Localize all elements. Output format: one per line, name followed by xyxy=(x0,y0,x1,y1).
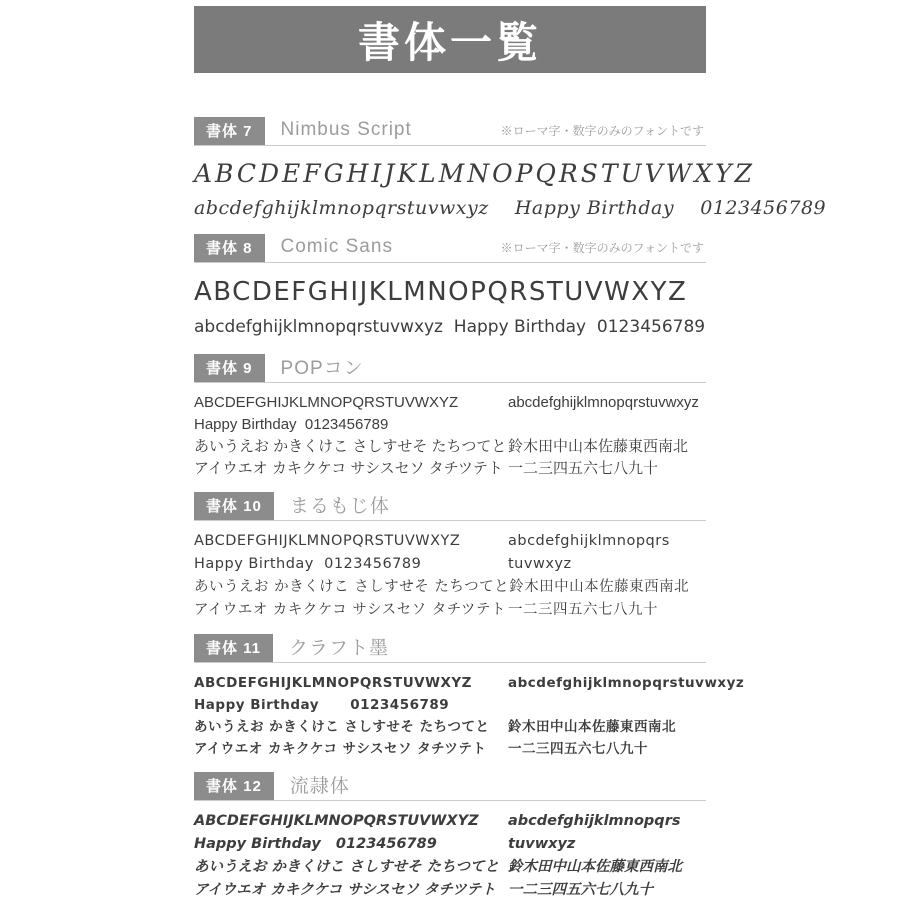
sample-text-left: Happy Birthday 0123456789 xyxy=(194,697,450,713)
sample-text-left: あいうえお かきくけこ さしすせそ たちつてと xyxy=(194,859,499,875)
sample-text-left: Happy Birthday 0123456789 xyxy=(194,416,389,433)
font-number-badge: 書体 11 xyxy=(194,634,273,662)
page-title-banner xyxy=(194,6,706,73)
sample-text-left: あいうえお かきくけこ さしすせそ たちつてと xyxy=(194,719,490,735)
font-section-header xyxy=(194,633,706,663)
font-number-badge: 書体 7 xyxy=(194,117,265,145)
font-section xyxy=(194,771,706,900)
font-section-header xyxy=(194,491,706,521)
sample-text-right: abcdefghijklmnopqrstuvwxyz xyxy=(508,394,699,411)
font-number-badge: 書体 10 xyxy=(194,492,274,520)
sample-text-right: abcdefghijklmnopqrs xyxy=(508,533,670,549)
font-sample xyxy=(194,810,706,900)
sample-text-left: ABCDEFGHIJKLMNOPQRSTUVWXYZ xyxy=(194,675,472,691)
sample-line xyxy=(194,810,706,833)
sample-text-left: ABCDEFGHIJKLMNOPQRSTUVWXYZ xyxy=(194,394,459,411)
font-section-header xyxy=(194,353,706,383)
sample-text-left: ABCDEFGHIJKLMNOPQRSTUVWXYZ xyxy=(194,813,479,829)
sample-text-left: ABCDEFGHIJKLMNOPQRSTUVWXYZ xyxy=(194,277,688,307)
font-section xyxy=(194,491,706,622)
sample-text-right: 一二三四五六七八九十 xyxy=(508,602,658,618)
sample-text-right: abcdefghijklmnopqrstuvwxyz xyxy=(508,675,745,691)
sample-text-right: tuvwxyz xyxy=(508,836,576,852)
sample-line xyxy=(194,833,706,856)
font-name: POPコン xyxy=(280,358,364,379)
font-section xyxy=(194,633,745,760)
sample-text-left: abcdefghijklmnopqrstuvwxyz Happy Birthday 0123456789 xyxy=(194,197,827,219)
sample-line xyxy=(194,576,706,599)
sample-line xyxy=(194,553,706,576)
sample-line xyxy=(194,193,827,223)
sample-text-left: ABCDEFGHIJKLMNOPQRSTUVWXYZ xyxy=(194,159,756,188)
sample-line xyxy=(194,738,706,760)
sample-text-left: abcdefghijklmnopqrstuvwxyz Happy Birthday 0123456789 xyxy=(194,317,706,337)
font-section-header xyxy=(194,117,706,146)
sample-line xyxy=(194,530,706,553)
font-sample xyxy=(194,672,745,760)
sample-text-left: アイウエオ カキクケコ サシスセソ タチツテト xyxy=(194,602,506,618)
sample-text-left: アイウエオ カキクケコ サシスセソ タチツテト xyxy=(194,741,487,757)
font-name: 流隷体 xyxy=(289,776,350,797)
font-sample xyxy=(194,530,706,622)
sample-text-left: Happy Birthday 0123456789 xyxy=(194,556,422,572)
font-section xyxy=(194,234,706,342)
font-number-badge: 書体 9 xyxy=(194,354,265,382)
sample-line xyxy=(194,414,706,436)
sample-text-right: 一二三四五六七八九十 xyxy=(508,741,648,757)
font-sample xyxy=(194,272,706,342)
sample-text-left: Happy Birthday 0123456789 xyxy=(194,836,437,852)
roman-only-note: ※ローマ字・数字のみのフォントです xyxy=(500,123,704,138)
font-list-page xyxy=(194,0,827,900)
sample-line xyxy=(194,312,706,342)
sample-line xyxy=(194,458,706,480)
font-sample xyxy=(194,392,706,480)
sample-line xyxy=(194,856,706,879)
font-name: クラフト墨 xyxy=(289,638,390,659)
sample-line xyxy=(194,436,706,458)
sample-text-left: アイウエオ カキクケコ サシスセソ タチツテト xyxy=(194,882,496,898)
sample-line xyxy=(194,879,706,900)
font-number-badge: 書体 12 xyxy=(194,772,274,800)
sample-line xyxy=(194,716,706,738)
sample-text-left: ABCDEFGHIJKLMNOPQRSTUVWXYZ xyxy=(194,533,461,549)
font-section xyxy=(194,353,706,480)
sample-line xyxy=(194,672,745,694)
font-section-header xyxy=(194,771,706,801)
sample-text-right: 鈴木田中山本佐藤東西南北 xyxy=(508,438,689,455)
sample-text-left: アイウエオ カキクケコ サシスセソ タチツテト xyxy=(194,460,503,477)
sample-text-right: 鈴木田中山本佐藤東西南北 xyxy=(508,719,676,735)
page-title: 書体一覧 xyxy=(357,18,542,66)
font-section-header xyxy=(194,234,706,263)
font-sample xyxy=(194,155,827,223)
sample-text-right: 一二三四五六七八九十 xyxy=(508,882,653,898)
sample-line xyxy=(194,392,706,414)
roman-only-note: ※ローマ字・数字のみのフォントです xyxy=(500,240,704,255)
sample-text-right: 一二三四五六七八九十 xyxy=(508,460,659,477)
sample-line xyxy=(194,155,756,193)
sample-text-right: 鈴木田中山本佐藤東西南北 xyxy=(509,579,690,595)
font-number-badge: 書体 8 xyxy=(194,234,265,262)
sample-line xyxy=(194,272,706,312)
font-name: Nimbus Script xyxy=(280,119,412,140)
sample-line xyxy=(194,599,706,622)
sample-text-right: tuvwxyz xyxy=(508,556,572,572)
font-section xyxy=(194,117,827,223)
sample-text-left: あいうえお かきくけこ さしすせそ たちつてと xyxy=(194,438,507,455)
sample-text-right: abcdefghijklmnopqrs xyxy=(508,813,681,829)
sample-line xyxy=(194,694,706,716)
font-name: Comic Sans xyxy=(280,236,393,257)
sample-text-right: 鈴木田中山本佐藤東西南北 xyxy=(508,859,682,875)
font-name: まるもじ体 xyxy=(289,496,390,517)
font-sections xyxy=(194,117,827,900)
sample-text-left: あいうえお かきくけこ さしすせそ たちつてと xyxy=(194,579,510,595)
